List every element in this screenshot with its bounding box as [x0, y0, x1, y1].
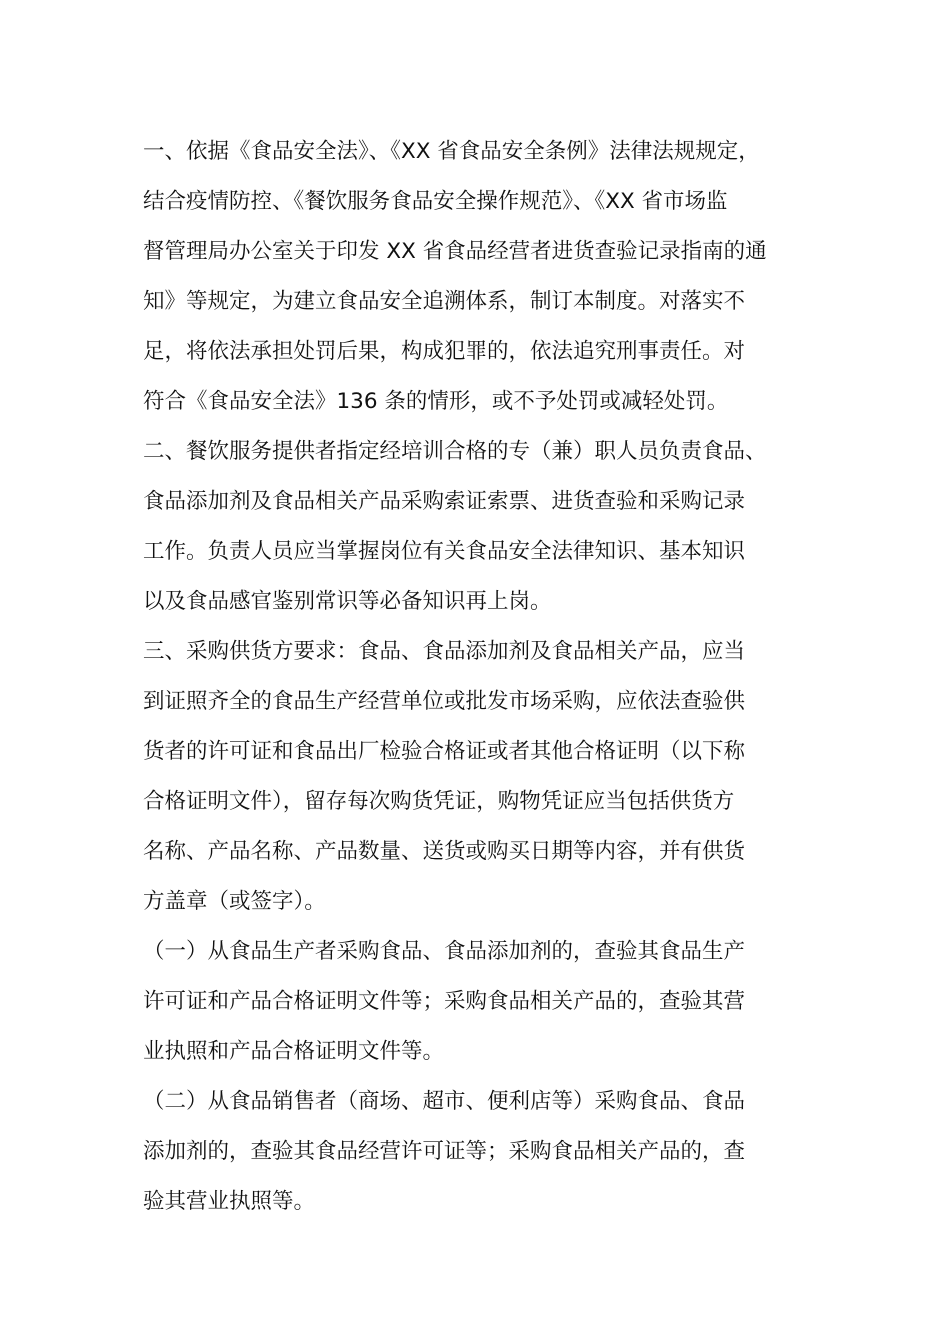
text-line: 符合《食品安全法》136 条的情形，或不予处罚或减轻处罚。 [143, 389, 729, 414]
text-line: 添加剂的，查验其食品经营许可证等；采购食品相关产品的，查 [143, 1139, 746, 1164]
text-line: 许可证和产品合格证明文件等；采购食品相关产品的，查验其营 [143, 989, 746, 1014]
text-line: 业执照和产品合格证明文件等。 [143, 1039, 445, 1064]
text-line: 三、采购供货方要求：食品、食品添加剂及食品相关产品，应当 [143, 639, 746, 664]
text-line: 二、餐饮服务提供者指定经培训合格的专（兼）职人员负责食品、 [143, 439, 767, 464]
text-line: 货者的许可证和食品出厂检验合格证或者其他合格证明（以下称 [143, 739, 746, 764]
text-line: 工作。负责人员应当掌握岗位有关食品安全法律知识、基本知识 [143, 539, 746, 564]
text-line: 名称、产品名称、产品数量、送货或购买日期等内容，并有供货 [143, 839, 746, 864]
text-line: 结合疫情防控、《餐饮服务食品安全操作规范》、《XX 省市场监 [143, 189, 728, 214]
text-line: 方盖章（或签字）。 [143, 889, 326, 914]
text-line: 验其营业执照等。 [143, 1189, 316, 1214]
text-line: 督管理局办公室关于印发 XX 省食品经营者进货查验记录指南的通 [143, 239, 767, 264]
text-line: 合格证明文件），留存每次购货凭证，购物凭证应当包括供货方 [143, 789, 735, 814]
document-body [143, 127, 833, 1227]
text-line: 以及食品感官鉴别常识等必备知识再上岗。 [143, 589, 552, 614]
text-line: （二）从食品销售者（商场、超市、便利店等）采购食品、食品 [143, 1089, 746, 1114]
text-line: （一）从食品生产者采购食品、食品添加剂的，查验其食品生产 [143, 939, 746, 964]
text-line: 足，将依法承担处罚后果，构成犯罪的，依法追究刑事责任。对 [143, 339, 746, 364]
text-line: 一、依据《食品安全法》、《XX 省食品安全条例》法律法规规定， [143, 139, 760, 164]
text-line: 知》等规定，为建立食品安全追溯体系，制订本制度。对落实不 [143, 289, 746, 314]
text-line: 食品添加剂及食品相关产品采购索证索票、进货查验和采购记录 [143, 489, 746, 514]
text-line: 到证照齐全的食品生产经营单位或批发市场采购，应依法查验供 [143, 689, 746, 714]
